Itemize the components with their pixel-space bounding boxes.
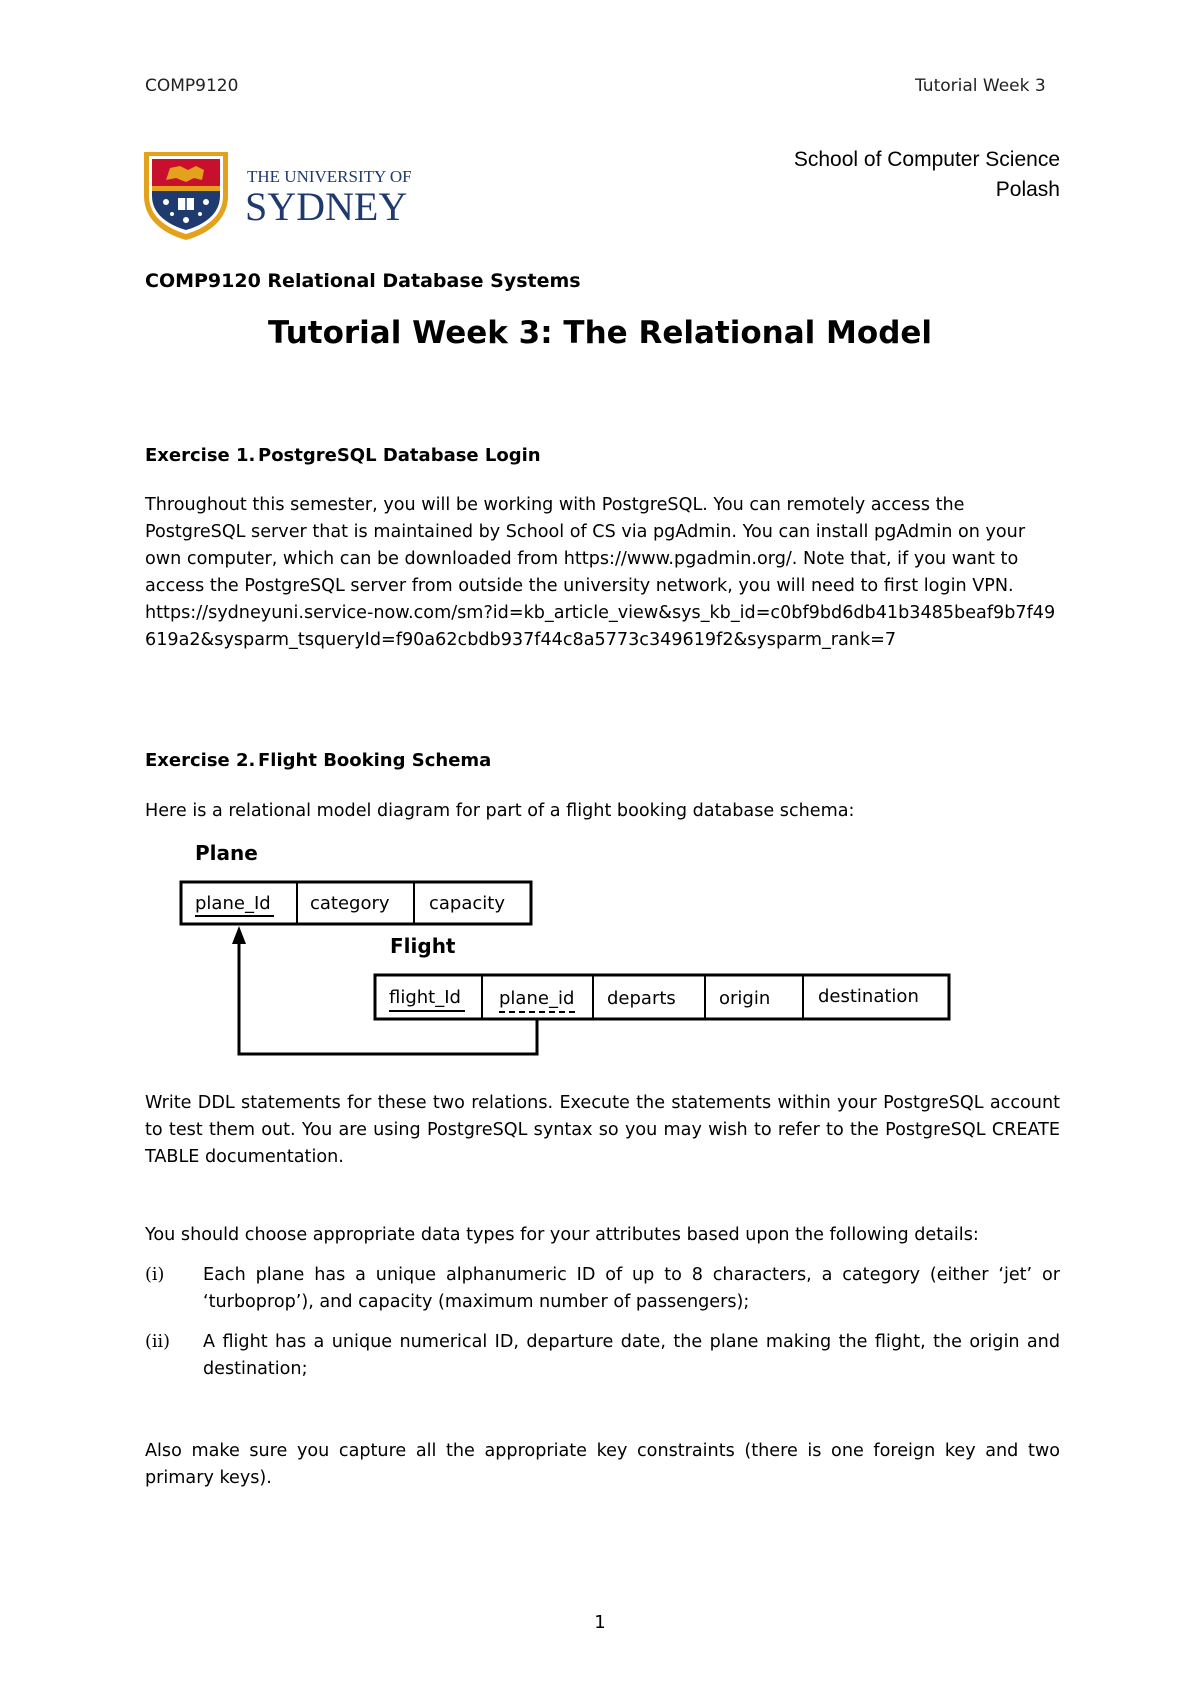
university-crest-icon — [142, 150, 422, 242]
logo-line2: SYDNEY — [245, 184, 408, 229]
list-item-text: A flight has a unique numerical ID, departure date, the plane making the flight, the origin and destination; — [203, 1332, 1060, 1379]
flight-col-destination: destination — [818, 986, 919, 1007]
exercise1-body: Throughout this semester, you will be working with PostgreSQL. You can remotely access the PostgreSQL server that is maintained by School of CS via pgAdmin. You can install pgAdmin on your own computer, which can be downloaded from https://www.pgadmin.org/. Note that, if you want to access the PostgreSQL server from outside the university network, you will need to first login VPN. — [145, 495, 1026, 596]
exercise1-title: PostgreSQL Database Login — [258, 445, 541, 466]
flight-col-departs: departs — [607, 988, 676, 1009]
page-number: 1 — [594, 1612, 606, 1633]
plane-col-category: category — [310, 893, 390, 914]
author-name: Polash — [995, 178, 1060, 201]
exercise2-para2: You should choose appropriate data types for your attributes based upon the following details: — [145, 1225, 979, 1245]
flight-col-origin: origin — [719, 988, 771, 1009]
course-title: COMP9120 Relational Database Systems — [145, 270, 581, 292]
exercise2-heading — [145, 750, 491, 771]
list-marker: (i) — [145, 1265, 165, 1285]
plane-col-capacity: capacity — [429, 893, 505, 914]
exercise2-para1: Write DDL statements for these two relations. Execute the statements within your PostgreSQL account to test them out. You are using PostgreSQL syntax so you may wish to refer to the PostgreSQL CREATE TABLE documentation. — [145, 1093, 1060, 1167]
list-item-text: Each plane has a unique alphanumeric ID of up to 8 characters, a category (either ‘jet’ or ‘turboprop’), and capacity (maximum number of passengers); — [203, 1265, 1060, 1312]
flight-label: Flight — [390, 934, 456, 958]
school-block — [680, 145, 1060, 205]
exercise2-para3: Also make sure you capture all the appropriate key constraints (there is one foreign key and two primary keys). — [145, 1441, 1060, 1488]
logo-line1: THE UNIVERSITY OF — [247, 167, 412, 186]
page-title: Tutorial Week 3: The Relational Model — [267, 315, 933, 351]
relational-diagram — [165, 838, 965, 1068]
list-item — [145, 1329, 1060, 1383]
header-course-code: COMP9120 — [145, 76, 239, 96]
exercise2-number: Exercise 2. — [145, 750, 256, 771]
exercise2-intro: Here is a relational model diagram for part of a flight booking database schema: — [145, 801, 855, 821]
list-marker: (ii) — [145, 1332, 170, 1352]
plane-col-plane-id: plane_Id — [195, 893, 271, 914]
exercise1-number: Exercise 1. — [145, 445, 256, 466]
exercise1-body-block — [145, 492, 1060, 654]
university-logo — [142, 150, 422, 242]
fk-arrow-line — [239, 942, 537, 1054]
vpn-link[interactable]: https://sydneyuni.service-now.com/sm?id=kb_article_view&sys_kb_id=c0bf9bd6db41b3485beaf9b7f49619a2&sysparm_tsqueryId=f90a62cbdb937f44c8a5773c349619f2&sysparm_rank=7 — [145, 603, 1056, 650]
school-name: School of Computer Science — [793, 148, 1060, 171]
list-item — [145, 1262, 1060, 1316]
flight-col-plane-id: plane_id — [499, 988, 575, 1009]
exercise1-heading — [145, 445, 541, 466]
plane-label: Plane — [195, 841, 258, 865]
fk-arrowhead-icon — [232, 926, 246, 944]
exercise2-title: Flight Booking Schema — [258, 750, 492, 771]
flight-col-flight-id: flight_Id — [389, 987, 461, 1008]
header-tutorial-week: Tutorial Week 3 — [915, 76, 1046, 96]
